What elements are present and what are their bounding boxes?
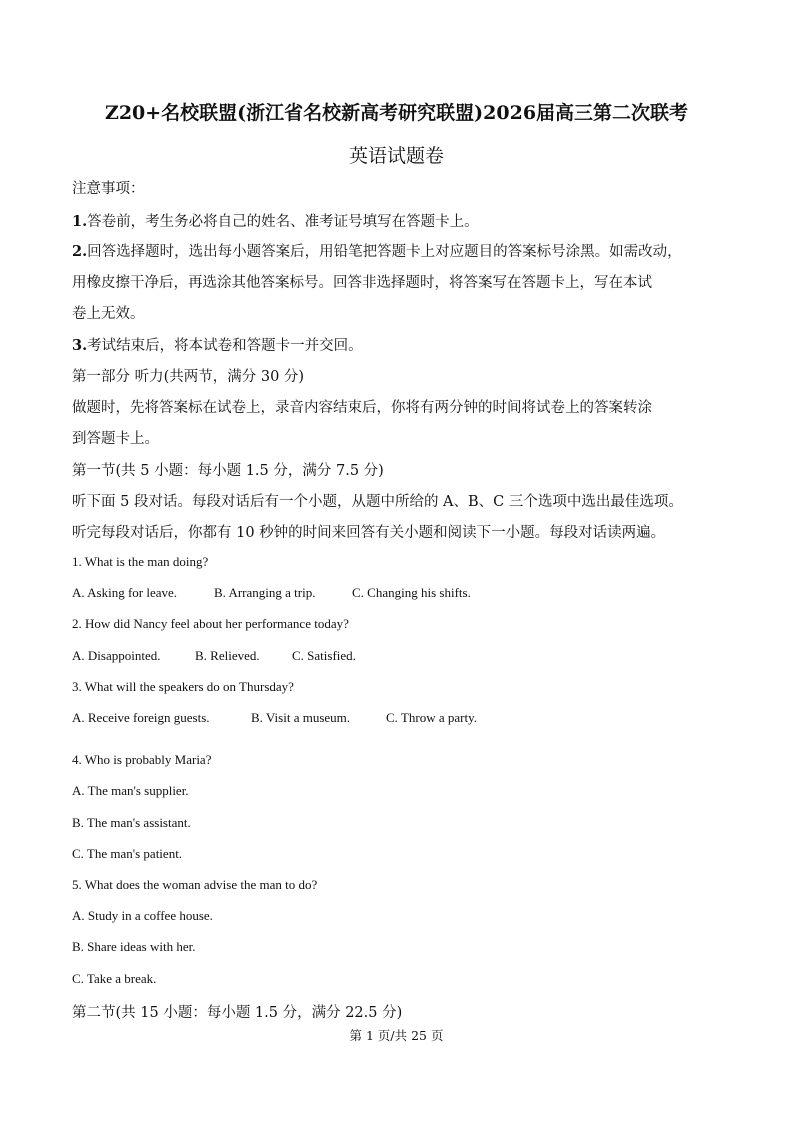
question-3-option-a: A. Receive foreign guests.	[72, 710, 210, 725]
question-4-option-c: C. The man's patient.	[72, 846, 183, 861]
question-4-stem: 4. Who is probably Maria?	[72, 752, 212, 767]
question-2-option-a: A. Disappointed.	[72, 648, 161, 663]
question-5-stem: 5. What does the woman advise the man to do?	[72, 877, 318, 892]
question-3-option-b: B. Visit a museum.	[251, 710, 351, 725]
part1-intro-line-1: 做题时，先将答案标在试卷上，录音内容结束后，你将有两分钟的时间将试卷上的答案转涂	[72, 400, 652, 416]
question-2-option-c: C. Satisfied.	[292, 648, 356, 663]
notice-item-2-line-2: 用橡皮擦干净后，再选涂其他答案标号。回答非选择题时，将答案写在答题卡上，写在本试	[72, 275, 652, 291]
section2-heading: 第二节(共 15 小题：每小题 1.5 分，满分 22.5 分)	[72, 1005, 403, 1021]
notice-item-3-number: 3.	[72, 337, 88, 354]
notice-item-1-number: 1.	[72, 213, 88, 230]
exam-title: Z20+名校联盟(浙江省名校新高考研究联盟)2026届高三第二次联考	[104, 102, 689, 124]
notice-item-2-line-1	[72, 240, 682, 261]
part1-heading: 第一部分 听力(共两节，满分 30 分)	[72, 369, 305, 385]
question-1-option-a: A. Asking for leave.	[72, 585, 178, 600]
page-footer: 第 1 页/共 25 页	[349, 1028, 444, 1043]
notice-item-1	[72, 210, 479, 231]
notice-item-3-text: 考试结束后，将本试卷和答题卡一并交回。	[87, 338, 363, 354]
question-1-stem: 1. What is the man doing?	[72, 554, 209, 569]
question-1-option-b: B. Arranging a trip.	[214, 585, 316, 600]
question-4-option-b: B. The man's assistant.	[72, 815, 191, 830]
notice-item-3	[72, 334, 363, 355]
question-5-option-c: C. Take a break.	[72, 971, 157, 986]
question-2-option-b: B. Relieved.	[195, 648, 260, 663]
notice-item-1-text: 答卷前，考生务必将自己的姓名、准考证号填写在答题卡上。	[87, 214, 479, 230]
question-1-option-c: C. Changing his shifts.	[352, 585, 471, 600]
notice-item-2-line-3: 卷上无效。	[72, 306, 145, 322]
question-4-option-a: A. The man's supplier.	[72, 783, 189, 798]
question-5-option-b: B. Share ideas with her.	[72, 939, 196, 954]
section1-heading: 第一节(共 5 小题：每小题 1.5 分，满分 7.5 分)	[72, 463, 384, 479]
section1-instruction-line-1: 听下面 5 段对话。每段对话后有一个小题，从题中所给的 A、B、C 三个选项中选出最佳选项。	[72, 494, 683, 510]
part1-intro-line-2: 到答题卡上。	[72, 431, 159, 447]
question-2-stem: 2. How did Nancy feel about her performance today?	[72, 616, 349, 631]
notice-item-2-number: 2.	[72, 243, 88, 260]
notice-item-2-text-1: 回答选择题时，选出每小题答案后，用铅笔把答题卡上对应题目的答案标号涂黑。如需改动，	[87, 244, 682, 260]
section1-instruction-line-2: 听完每段对话后，你都有 10 秒钟的时间来回答有关小题和阅读下一小题。每段对话读两遍。	[72, 525, 666, 541]
question-3-option-c: C. Throw a party.	[386, 710, 477, 725]
question-3-stem: 3. What will the speakers do on Thursday?	[72, 679, 294, 694]
exam-subtitle: 英语试题卷	[348, 145, 444, 167]
notice-heading: 注意事项：	[72, 181, 145, 197]
question-5-option-a: A. Study in a coffee house.	[72, 908, 213, 923]
